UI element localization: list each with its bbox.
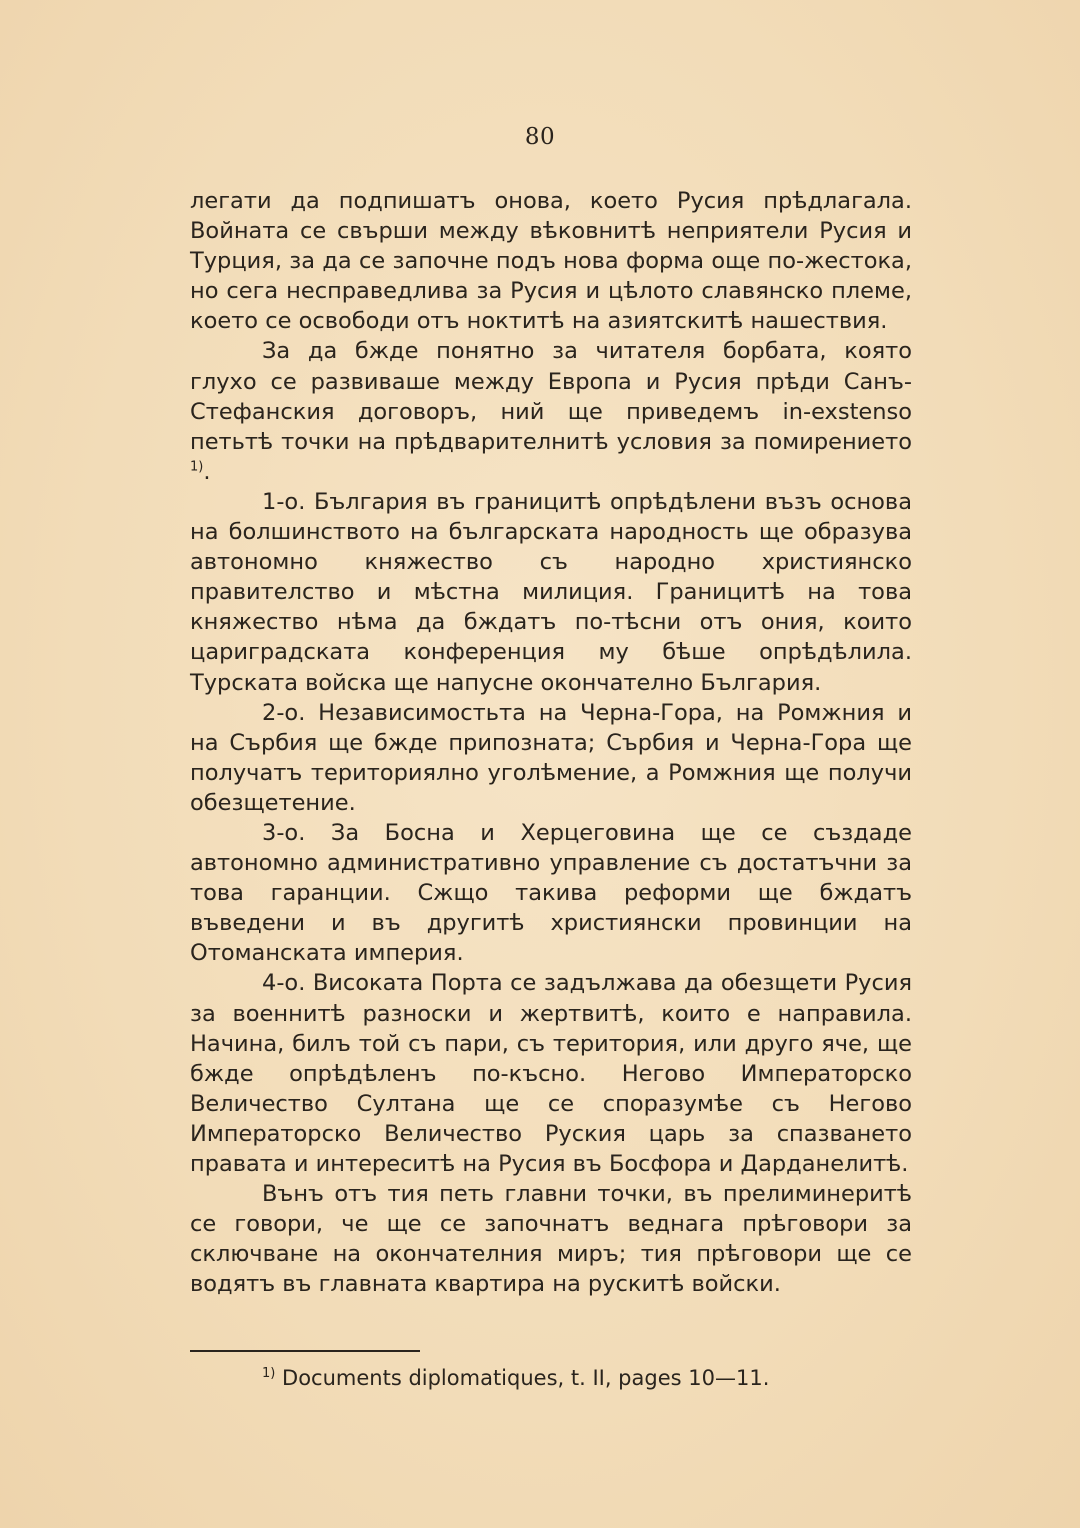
footnote	[262, 1364, 912, 1392]
footnote-divider	[190, 1350, 420, 1352]
footnote-reference: 1)	[190, 459, 204, 475]
body-text	[190, 186, 912, 1299]
paragraph-point-2: 2-о. Независимостьта на Черна-Гора, на Ромжния и на Сърбия ще бжде припозната; Сърбия и Черна-Гора ще получатъ териториялно уголѣмение, а Ромжния ще получи обезщетение.	[190, 699, 912, 816]
paragraph-intro: За да бжде понятно за читателя борбата, която глухо се развиваше между Европа и Русия прѣди Санъ-Стефанския договоръ, ний ще приведемъ in-exstenso петьтѣ точки на прѣдварителнитѣ условия за помирението $^{1)}$.	[190, 338, 912, 485]
paragraph-point-4: 4-о. Високата Порта се задължава да обезщети Русия за военнитѣ разноски и жертвитѣ, които е направила. Начина, билъ той съ пари, съ територия, или друго яче, ще бжде опрѣдѣленъ по-късно. Негово Императорско Величество Султана ще се споразумѣе съ Негово Императорско Величество Руския царь за спазването правата и интереситѣ на Русия въ Босфора и Дарданелитѣ.	[190, 970, 912, 1177]
paragraph-continuation: легати да подпишатъ онова, което Русия прѣдлагала. Войната се свърши между вѣковнитѣ неприятели Русия и Турция, за да се започне подъ нова форма още по-жестока, но сега несправедлива за Русия и цѣлото славянско племе, което се освободи отъ ноктитѣ на азиятскитѣ нашествия.	[190, 188, 912, 335]
paragraph-intro-text: За да бжде понятно за читателя борбата, която глухо се развиваше между Европа и Русия прѣди Санъ-Стефанския договоръ, ний ще приведемъ in-exstenso петьтѣ точки на прѣдварителнитѣ условия за помирението	[190, 338, 912, 455]
footnote-text: Documents diplomatiques, t. II, pages 10—11.	[282, 1366, 770, 1390]
paragraph-point-1: 1-о. България въ границитѣ опрѣдѣлени възъ основа на болшинството на българската народность ще образува автономно княжество съ народно християнско правителство и мѣстна милиция. Границитѣ на това княжество нѣма да бждатъ по-тѣсни отъ ония, които цариградската конференция му бѣше опрѣдѣлила. Турската войска ще напусне окончателно България.	[190, 488, 912, 696]
paragraph-point-3: 3-о. За Босна и Херцеговина ще се създаде автономно административно управление съ достатъчни за това гаранции. Сжщо такива реформи ще бждатъ въведени и въ другитѣ християнски провинции на Отоманската империя.	[190, 819, 912, 967]
page-number: 80	[524, 124, 556, 150]
paragraph-conclusion: Вънъ отъ тия петь главни точки, въ прелиминеритѣ се говори, че ще се започнатъ веднага прѣговори за сключване на окончателния миръ; тия прѣговори ще се водятъ въ главната квартира на рускитѣ войски.	[190, 1181, 912, 1298]
footnote-marker: 1)	[262, 1366, 276, 1381]
